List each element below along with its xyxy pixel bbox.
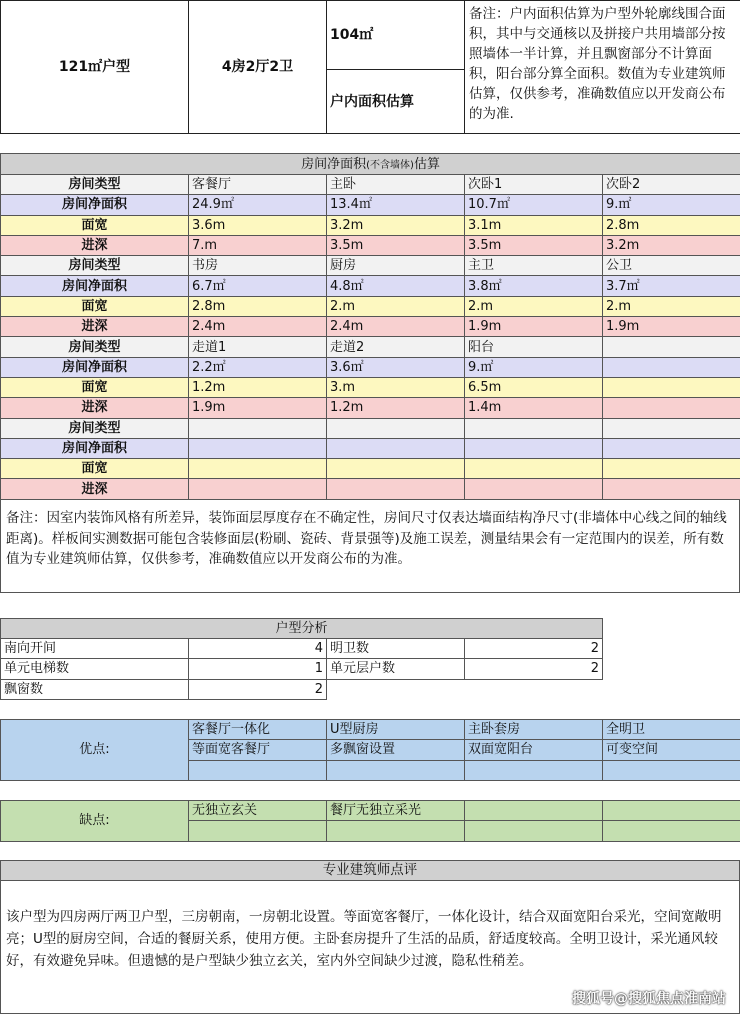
table-cell: 3.2m (327, 215, 465, 235)
table-cell: 4 (189, 639, 327, 659)
table-cell: 主卫 (465, 256, 603, 276)
table-cell (189, 438, 327, 458)
room-area-table (0, 153, 740, 500)
table-cell: 多飘窗设置 (327, 740, 465, 760)
unit-type: 121㎡户型 (1, 1, 189, 134)
table-cell: 南向开间 (1, 639, 189, 659)
table-cell: 3.8㎡ (465, 276, 603, 296)
review-title: 专业建筑师点评 (0, 860, 740, 881)
table-cell: 房间净面积 (1, 276, 189, 296)
table-cell: 3.2m (603, 235, 740, 255)
table-cell (603, 337, 740, 357)
table-cell (603, 479, 740, 499)
table-cell (189, 760, 327, 780)
room-note: 备注：因室内装饰风格有所差异，装饰面层厚度存在不确定性，房间尺寸仅表达墙面结构净尺寸(非墙体中心线之间的轴线距离)。样板间实测数据可能包含装修面层(粉刷、瓷砖、背景强等)及施工误差，测量结果会有一定范围内的误差，所有数值为专业建筑师估算，仅供参考，准确数值应以开发商公布的为准。 (0, 499, 740, 593)
table-row (1, 296, 740, 316)
table-cell: 阳台 (465, 337, 603, 357)
table-cell: 1.9m (189, 398, 327, 418)
table-cell: 餐厅无独立采光 (327, 801, 465, 821)
table-row (1, 639, 603, 659)
table-cell (465, 418, 603, 438)
table-row (1, 256, 740, 276)
table-cell (603, 418, 740, 438)
table-cell: 2.4m (327, 317, 465, 337)
table-cell (327, 679, 603, 699)
table-cell: 2.m (327, 296, 465, 316)
table-cell: 2 (465, 659, 603, 679)
table-cell: 客餐厅一体化 (189, 720, 327, 740)
table-cell: 2 (189, 679, 327, 699)
table-cell: 次卧2 (603, 175, 740, 195)
table-cell: 书房 (189, 256, 327, 276)
table-cell: 3.6m (189, 215, 327, 235)
table-cell: 走道2 (327, 337, 465, 357)
table-cell: 房间类型 (1, 256, 189, 276)
title-note: (不含墙体) (366, 159, 414, 171)
layout: 4房2厅2卫 (189, 1, 327, 134)
table-row (1, 459, 740, 479)
table-cell: 3.m (327, 377, 465, 397)
table-cell: 4.8㎡ (327, 276, 465, 296)
table-cell: 2.8m (603, 215, 740, 235)
table-cell: 2 (465, 639, 603, 659)
table-cell: 缺点: (1, 801, 189, 842)
table-cell: 房间净面积 (1, 357, 189, 377)
table-cell: 1.2m (327, 398, 465, 418)
table-cell: 面宽 (1, 459, 189, 479)
table-cell (603, 821, 740, 841)
table-cell: 3.5m (327, 235, 465, 255)
table-cell (603, 760, 740, 780)
table-cell: 3.6㎡ (327, 357, 465, 377)
table-cell: 7.m (189, 235, 327, 255)
table-cell: 1.9m (603, 317, 740, 337)
table-cell: 房间类型 (1, 418, 189, 438)
table-cell (465, 760, 603, 780)
table-row (1, 438, 740, 458)
table-row (1, 215, 740, 235)
table-cell (189, 459, 327, 479)
table-cell (327, 821, 465, 841)
table-cell: 3.1m (465, 215, 603, 235)
analysis-table (0, 618, 603, 700)
table-cell: 进深 (1, 235, 189, 255)
table-cell: 次卧1 (465, 175, 603, 195)
table-cell: 优点: (1, 720, 189, 781)
table-cell (603, 377, 740, 397)
table-cell: U型厨房 (327, 720, 465, 740)
table-cell (465, 459, 603, 479)
table-cell: 6.5m (465, 377, 603, 397)
title-part: 估算 (413, 156, 440, 172)
table-cell: 9.㎡ (603, 195, 740, 215)
table-cell: 走道1 (189, 337, 327, 357)
table-cell: 房间类型 (1, 337, 189, 357)
table-cell: 1 (189, 659, 327, 679)
table-cell: 进深 (1, 317, 189, 337)
title-part: 房间净面积 (301, 156, 367, 172)
table-cell (189, 418, 327, 438)
area-note: 备注：户内面积估算为户型外轮廓线围合面积，其中与交通核以及拼接户共用墙部分按照墙体一半计算，并且飘窗部分不计算面积，阳台部分算全面积。数值为专业建筑师估算，仅供参考，准确数值应以开发商公布的为准. (465, 1, 740, 134)
table-cell: 1.9m (465, 317, 603, 337)
table-cell: 1.2m (189, 377, 327, 397)
table-cell: 明卫数 (327, 639, 465, 659)
summary-table (0, 0, 740, 134)
table-cell: 10.7㎡ (465, 195, 603, 215)
table-row (1, 720, 740, 740)
table-row (1, 337, 740, 357)
table-cell: 单元电梯数 (1, 659, 189, 679)
pros-table (0, 719, 740, 781)
table-cell: 进深 (1, 398, 189, 418)
inner-area-value: 104㎡ (327, 1, 465, 70)
table-cell: 3.5m (465, 235, 603, 255)
review-text: 该户型为四房两厅两卫户型，三房朝南，一房朝北设置。等面宽客餐厅，一体化设计，结合双面宽阳台采光，空间宽敞明亮；U型的厨房空间，合适的餐厨关系，使用方便。主卧套房提升了生活的品质，舒适度较高。全明卫设计，采光通风较好，有效避免异味。但遗憾的是户型缺少独立玄关，室内外空间缺少过渡，隐私性稍差。 (0, 880, 740, 1014)
table-cell: 1.4m (465, 398, 603, 418)
table-row (1, 235, 740, 255)
table-cell: 厨房 (327, 256, 465, 276)
table-cell: 主卧 (327, 175, 465, 195)
table-row (1, 317, 740, 337)
table-row (1, 418, 740, 438)
table-cell (465, 438, 603, 458)
room-table-title (1, 154, 740, 175)
table-cell: 单元层户数 (327, 659, 465, 679)
table-cell: 全明卫 (603, 720, 740, 740)
table-cell (603, 398, 740, 418)
analysis-title: 户型分析 (1, 619, 603, 639)
table-cell: 2.m (465, 296, 603, 316)
table-cell: 3.7㎡ (603, 276, 740, 296)
table-row (1, 479, 740, 499)
table-cell (189, 821, 327, 841)
table-cell: 房间净面积 (1, 195, 189, 215)
table-cell: 24.9㎡ (189, 195, 327, 215)
table-row (1, 357, 740, 377)
table-row (1, 398, 740, 418)
table-cell (603, 438, 740, 458)
table-cell (603, 459, 740, 479)
table-cell: 进深 (1, 479, 189, 499)
table-cell: 2.8m (189, 296, 327, 316)
table-cell (327, 459, 465, 479)
table-cell: 无独立玄关 (189, 801, 327, 821)
table-cell: 公卫 (603, 256, 740, 276)
table-cell (189, 479, 327, 499)
table-cell: 6.7㎡ (189, 276, 327, 296)
table-row (1, 659, 603, 679)
table-cell (327, 418, 465, 438)
table-row (1, 175, 740, 195)
table-cell: 双面宽阳台 (465, 740, 603, 760)
table-row (1, 377, 740, 397)
table-cell: 房间类型 (1, 175, 189, 195)
table-row (1, 679, 603, 699)
table-cell (465, 801, 603, 821)
table-cell (603, 801, 740, 821)
table-cell (603, 357, 740, 377)
table-row (1, 801, 740, 821)
table-cell (465, 479, 603, 499)
table-row (1, 195, 740, 215)
table-cell: 2.4m (189, 317, 327, 337)
inner-area-label: 户内面积估算 (327, 70, 465, 134)
table-row (1, 276, 740, 296)
table-cell: 13.4㎡ (327, 195, 465, 215)
table-cell: 面宽 (1, 296, 189, 316)
table-cell (465, 821, 603, 841)
table-cell: 房间净面积 (1, 438, 189, 458)
table-cell: 等面宽客餐厅 (189, 740, 327, 760)
table-cell: 9.㎡ (465, 357, 603, 377)
table-cell: 2.2㎡ (189, 357, 327, 377)
cons-table (0, 800, 740, 842)
table-cell (327, 438, 465, 458)
table-cell: 面宽 (1, 215, 189, 235)
table-cell: 飘窗数 (1, 679, 189, 699)
table-cell: 客餐厅 (189, 175, 327, 195)
table-cell: 主卧套房 (465, 720, 603, 740)
table-cell (327, 760, 465, 780)
table-cell: 面宽 (1, 377, 189, 397)
table-cell (327, 479, 465, 499)
watermark: 搜狐号@搜狐焦点淮南站 (572, 991, 726, 1007)
table-cell: 可变空间 (603, 740, 740, 760)
table-cell: 2.m (603, 296, 740, 316)
